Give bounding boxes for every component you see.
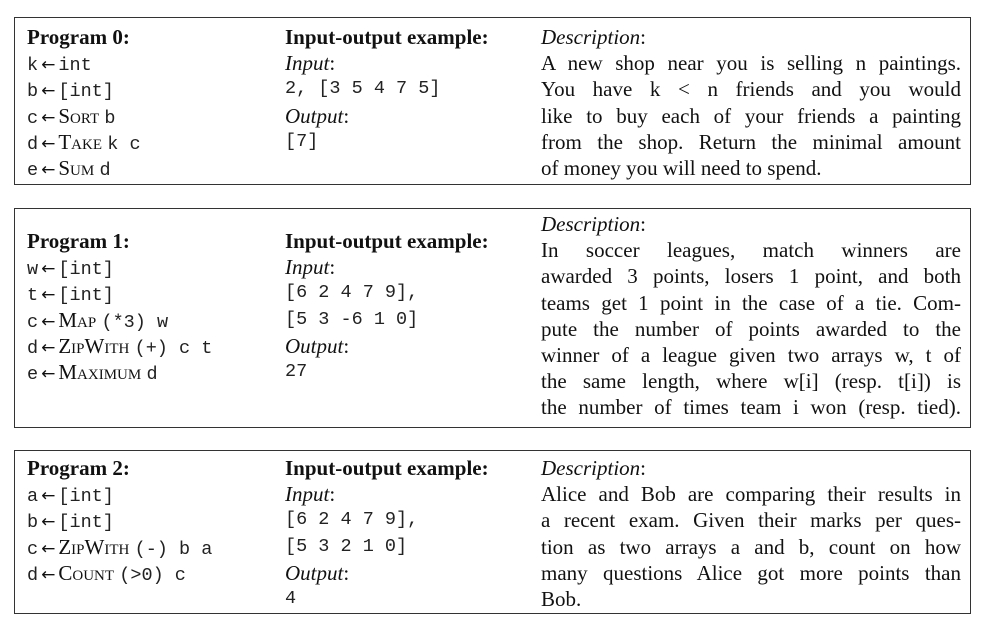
description-line: a recent exam. Given their marks per ques-: [541, 508, 961, 533]
program-2-io: Input-output example: Input: [6 2 4 7 9], [5 3 2 1 0] Output: 4: [285, 455, 535, 612]
program-0-description: Description: A new shop near you is selling n paintings. You have k < n friends and you would like to buy each of your friends a painting from the shop. Return the minimal amount of money you will need to spend.: [541, 25, 961, 180]
output-label: Output: [285, 103, 344, 128]
dsl-function: Sum: [58, 155, 95, 180]
input-value: 2, [3 5 4 7 5]: [285, 78, 441, 100]
description-line: awarded 3 points, losers 1 point, and both: [541, 264, 961, 289]
left-arrow-icon: ←: [41, 55, 56, 76]
dsl-function: Maximum: [58, 359, 142, 384]
left-arrow-icon: ←: [41, 107, 56, 128]
input-label: Input: [285, 482, 330, 507]
program-1-description: Description: In soccer leagues, match winners are awarded 3 points, losers 1 point, and both teams get 1 point in the case of a tie. Com- pute the number of points awarded to the winner of a league given two arrays w, t of the same length, where w[i] (resp. t[i]) is the number of times team i won (resp. tied).: [541, 212, 961, 420]
left-arrow-icon: ←: [41, 538, 56, 559]
program-1-code: [27, 228, 277, 385]
code-line: c ← Sort b: [27, 103, 116, 129]
program-0-code: [27, 24, 277, 181]
output-value: 27: [285, 360, 308, 382]
input-value: [6 2 4 7 9],: [285, 282, 419, 304]
description-line: tion as two arrays a and b, count on how: [541, 534, 961, 559]
input-value: [6 2 4 7 9],: [285, 509, 419, 531]
program-2-code: [27, 455, 277, 586]
dsl-function: ZipWith: [58, 534, 130, 559]
description-line: the same length, where w[i] (resp. t[i]) is: [541, 369, 961, 394]
description-line: pute the number of points awarded to the: [541, 316, 961, 341]
description-line: of money you will need to spend.: [541, 155, 822, 180]
program-1-io: Input-output example: Input: [6 2 4 7 9], [5 3 -6 1 0] Output: 27: [285, 228, 535, 385]
description-line: A new shop near you is selling n paintings.: [541, 51, 961, 76]
left-arrow-icon: ←: [41, 363, 56, 384]
code-line: d ← Count (>0) c: [27, 560, 186, 586]
code-line: c ← ZipWith (-) b a: [27, 534, 213, 560]
description-line: many questions Alice got more points than: [541, 560, 961, 585]
description-line: like to buy each of your friends a painting: [541, 103, 961, 128]
description-label: Description: [541, 212, 641, 236]
description-line: Bob.: [541, 586, 582, 611]
left-arrow-icon: ←: [41, 133, 56, 154]
code-line: t ← [int]: [27, 285, 114, 307]
description-line: the number of times team i won (resp. tied).: [541, 395, 961, 420]
description-line: from the shop. Return the minimal amount: [541, 129, 961, 154]
code-line: b ← [int]: [27, 81, 114, 103]
program-2-box: [14, 450, 971, 614]
description-label: Description: [541, 456, 641, 480]
description-line: In soccer leagues, match winners are: [541, 238, 961, 263]
code-line: w ← [int]: [27, 259, 114, 281]
dsl-function: Take: [58, 129, 103, 154]
code-line: d ← Take k c: [27, 129, 141, 155]
code-line: e ← Sum d: [27, 155, 111, 181]
code-line: a ← [int]: [27, 486, 114, 508]
code-line: d ← ZipWith (+) c t: [27, 333, 213, 359]
program-2-description: Description: Alice and Bob are comparing their results in a recent exam. Given their marks per ques- tion as two arrays a and b, count on how many questions Alice got more points than Bob.: [541, 456, 961, 611]
description-label: Description: [541, 25, 641, 49]
input-value: [5 3 -6 1 0]: [285, 308, 419, 330]
description-line: Alice and Bob are comparing their results in: [541, 482, 961, 507]
code-line: b ← [int]: [27, 512, 114, 534]
program-title: Program 0:: [27, 25, 130, 49]
input-value: [5 3 2 1 0]: [285, 535, 408, 557]
output-label: Output: [285, 333, 344, 358]
dsl-function: Sort: [58, 103, 100, 128]
program-1-box: [14, 208, 971, 428]
output-label: Output: [285, 560, 344, 585]
left-arrow-icon: ←: [41, 81, 56, 102]
left-arrow-icon: ←: [41, 159, 56, 180]
description-line: winner of a league given two arrays w, t of: [541, 342, 961, 367]
dsl-function: Map: [58, 307, 97, 332]
left-arrow-icon: ←: [41, 285, 56, 306]
input-label: Input: [285, 51, 330, 76]
left-arrow-icon: ←: [41, 337, 56, 358]
input-label: Input: [285, 255, 330, 280]
code-line: e ← Maximum d: [27, 359, 158, 385]
output-value: [7]: [285, 130, 319, 152]
program-0-io: Input-output example: Input: 2, [3 5 4 7 5] Output: [7]: [285, 24, 535, 155]
left-arrow-icon: ←: [41, 311, 56, 332]
left-arrow-icon: ←: [41, 512, 56, 533]
dsl-function: ZipWith: [58, 333, 130, 358]
dsl-function: Count: [58, 560, 115, 585]
io-title: Input-output example:: [285, 229, 489, 253]
description-line: teams get 1 point in the case of a tie. Com-: [541, 290, 961, 315]
program-0-box: [14, 17, 971, 185]
output-value: 4: [285, 587, 297, 609]
left-arrow-icon: ←: [41, 486, 56, 507]
program-title: Program 1:: [27, 229, 130, 253]
code-line: c ← Map (*3) w: [27, 307, 169, 333]
left-arrow-icon: ←: [41, 564, 56, 585]
program-title: Program 2:: [27, 456, 130, 480]
io-title: Input-output example:: [285, 25, 489, 49]
left-arrow-icon: ←: [41, 259, 56, 280]
code-line: k ← int: [27, 55, 92, 77]
description-line: You have k < n friends and you would: [541, 77, 961, 102]
io-title: Input-output example:: [285, 456, 489, 480]
